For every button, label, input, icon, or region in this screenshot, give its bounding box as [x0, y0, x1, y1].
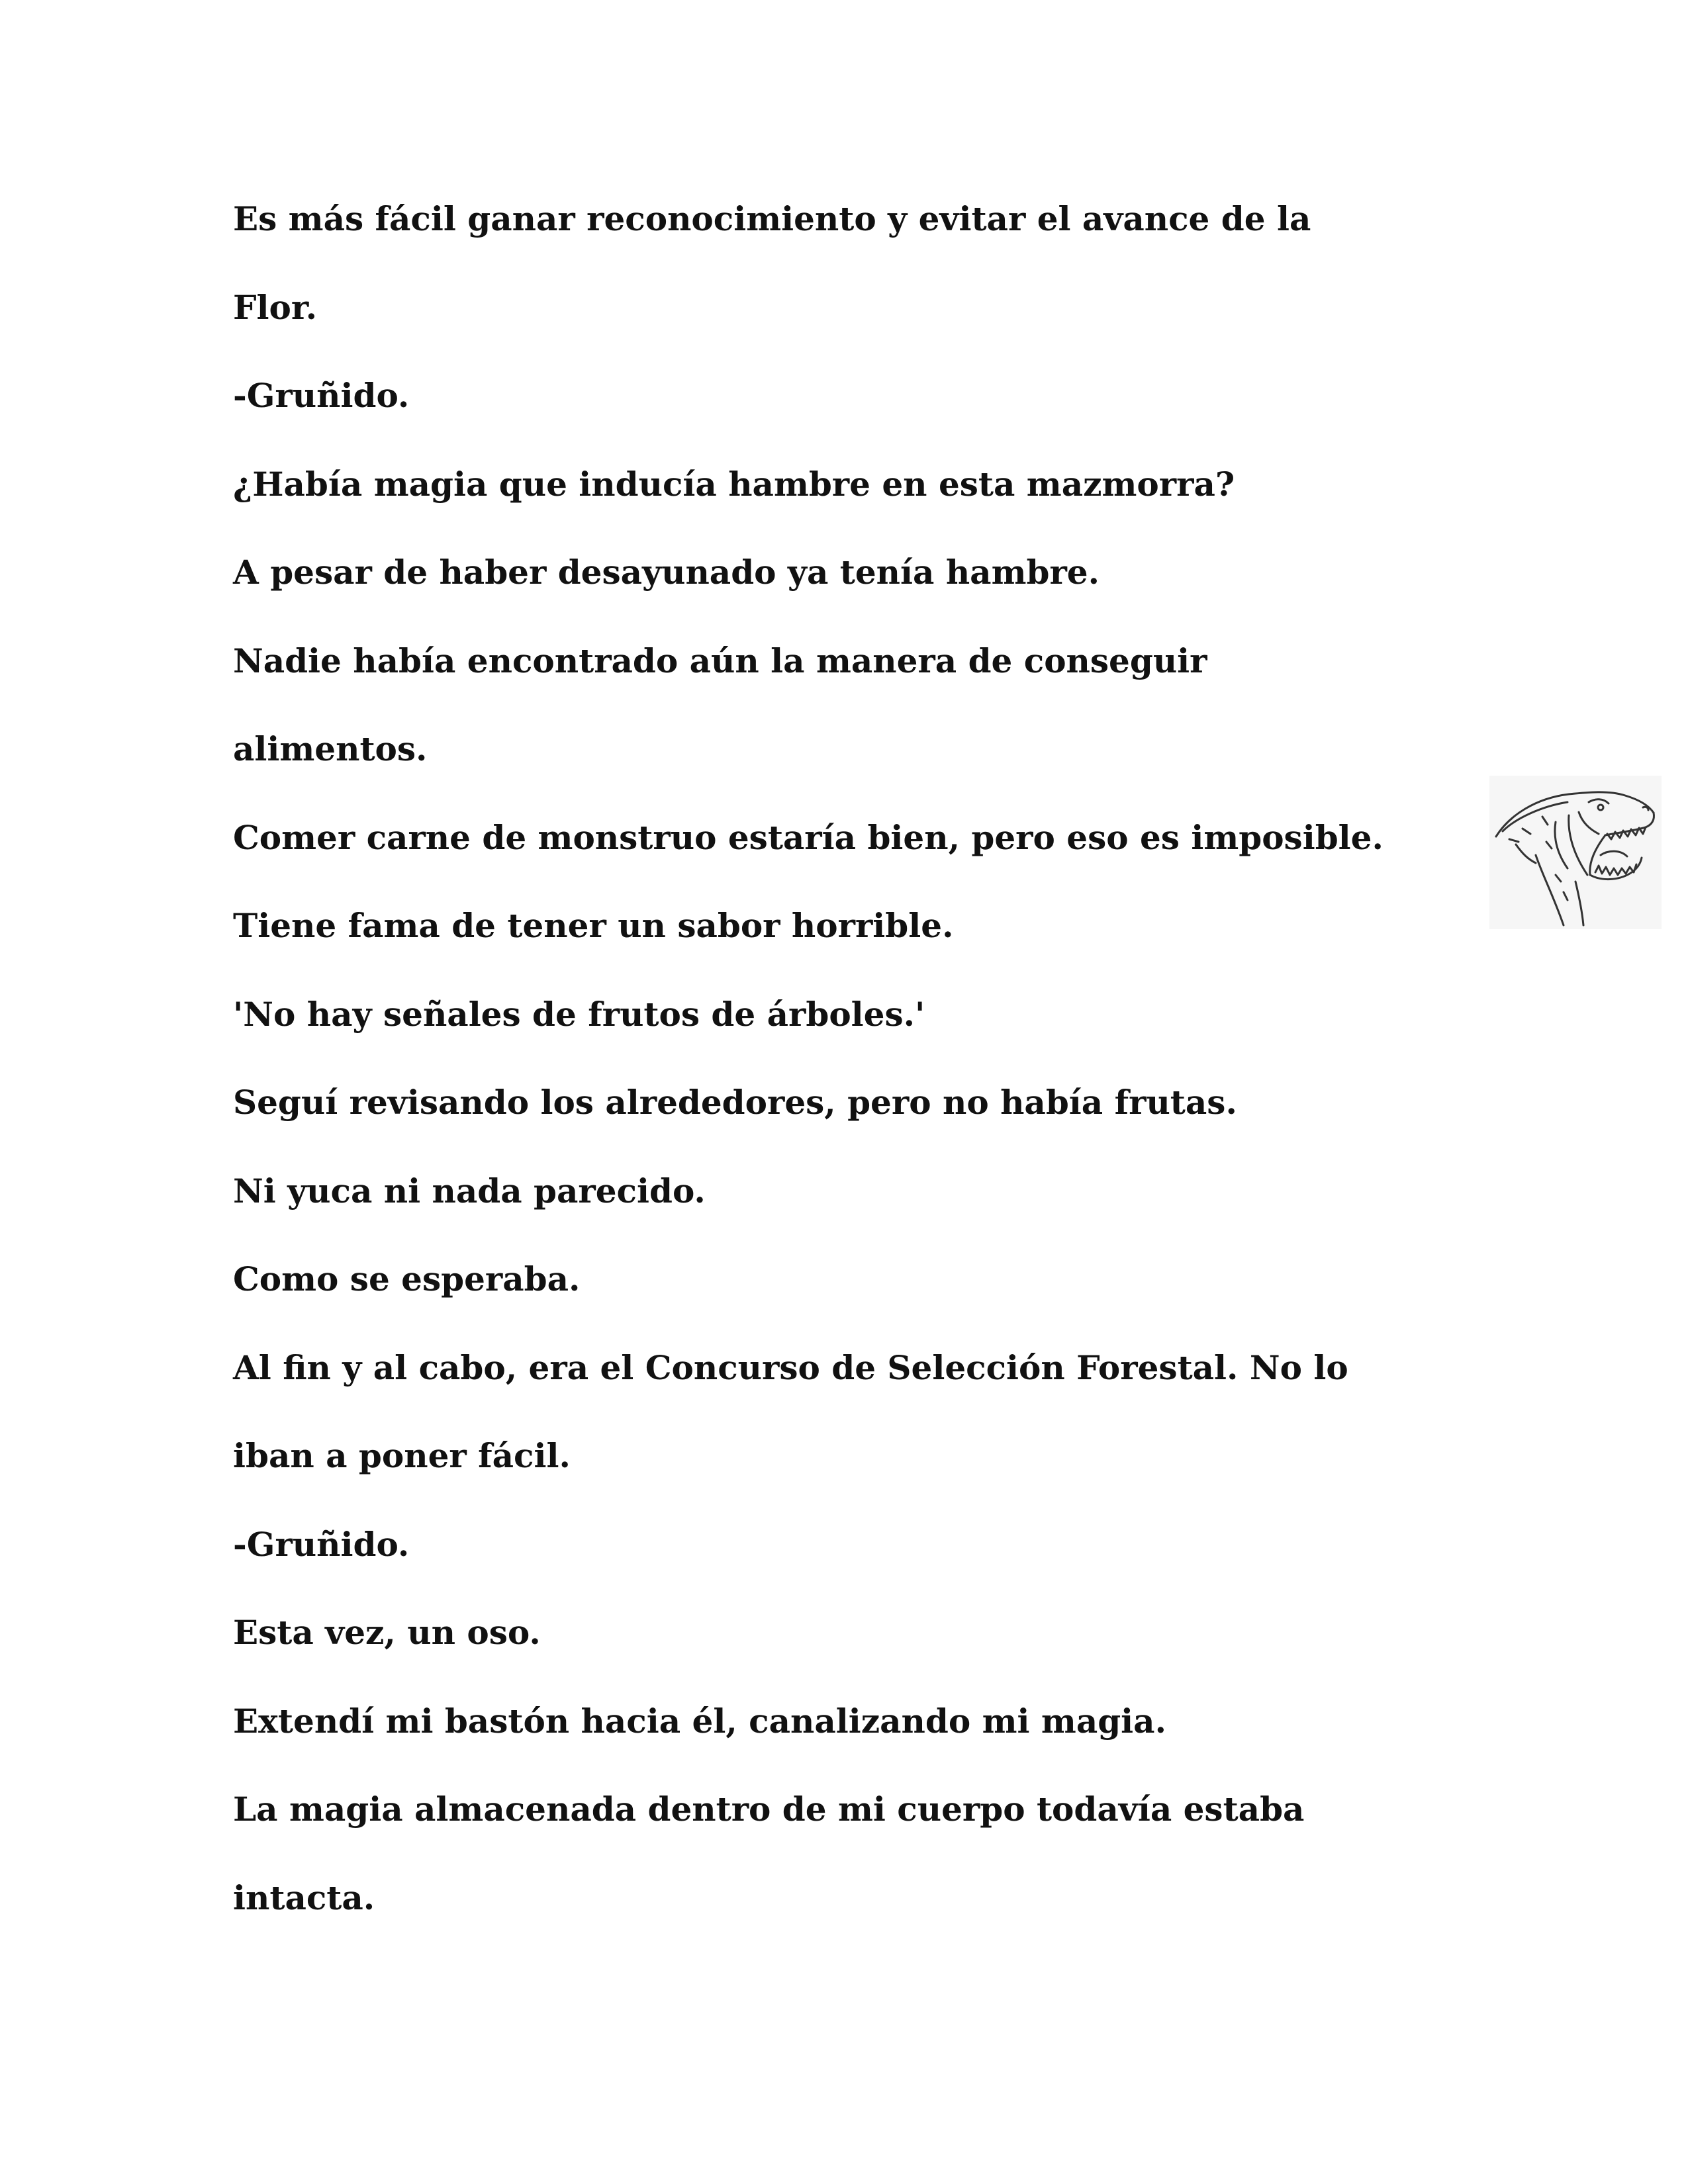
text-line: Extendí mi bastón hacia él, canalizando mi magia.	[233, 1701, 1166, 1741]
text-line: Comer carne de monstruo estaría bien, pero eso es imposible.	[233, 817, 1383, 857]
text-line: La magia almacenada dentro de mi cuerpo todavía estaba	[233, 1790, 1305, 1829]
text-line: Es más fácil ganar reconocimiento y evitar el avance de la	[233, 199, 1311, 238]
text-line: Seguí revisando los alrededores, pero no había frutas.	[233, 1083, 1237, 1122]
text-line: Ni yuca ni nada parecido.	[233, 1171, 706, 1210]
text-line: A pesar de haber desayunado ya tenía hambre.	[233, 553, 1100, 592]
text-line: Esta vez, un oso.	[233, 1613, 541, 1652]
text-line: iban a poner fácil.	[233, 1436, 571, 1475]
text-line: Nadie había encontrado aún la manera de conseguir	[233, 641, 1207, 680]
text-line: Como se esperaba.	[233, 1259, 581, 1298]
text-line: -Gruñido.	[233, 1524, 410, 1564]
text-line: Al fin y al cabo, era el Concurso de Selección Forestal. No lo	[233, 1347, 1348, 1387]
text-line: -Gruñido.	[233, 376, 410, 415]
text-line: alimentos.	[233, 729, 428, 768]
dinosaur-head-sketch-icon	[1489, 776, 1662, 929]
text-line: ¿Había magia que inducía hambre en esta mazmorra?	[233, 464, 1235, 504]
text-line: intacta.	[233, 1878, 375, 1917]
text-line: Tiene fama de tener un sabor horrible.	[233, 906, 954, 945]
text-line: 'No hay señales de frutos de árboles.'	[233, 994, 925, 1034]
dinosaur-head-drawing	[1489, 776, 1662, 929]
text-line: Flor.	[233, 287, 318, 327]
body-text	[233, 196, 1458, 1963]
